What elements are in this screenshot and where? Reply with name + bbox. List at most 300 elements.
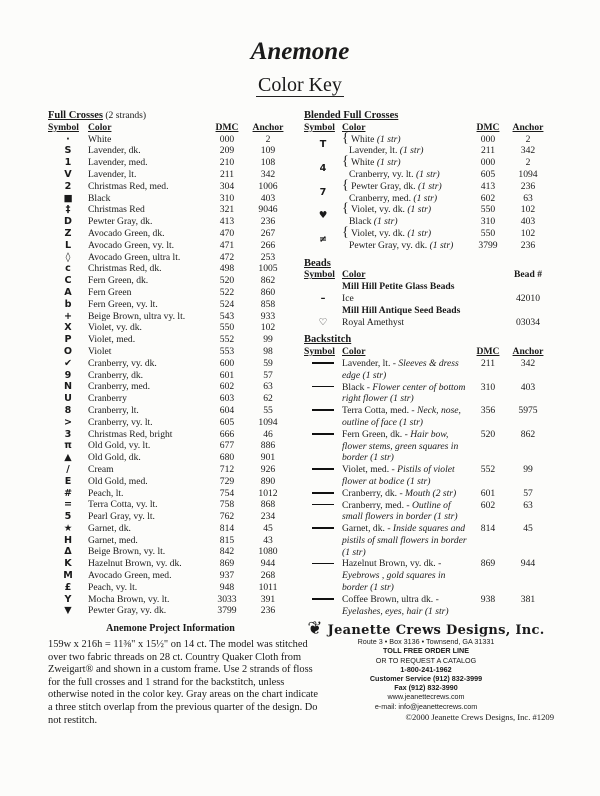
- dmc-number: 000: [480, 133, 496, 145]
- backstitch-line-icon: [304, 488, 342, 500]
- color-label: Cranberry, med.: [342, 499, 404, 511]
- color-name: [342, 193, 470, 205]
- table-row: [304, 204, 550, 216]
- anchor-number: 62: [263, 393, 273, 405]
- usage-note: - Mouth (2 str): [399, 487, 457, 499]
- anchor-number: 858: [260, 298, 276, 310]
- dmc-number: 604: [219, 404, 235, 416]
- anchor-number: 1011: [258, 581, 278, 593]
- page-title: Anemone: [250, 38, 350, 65]
- color-label: Violet, vy. dk.: [350, 204, 405, 216]
- dmc-number: 677: [219, 440, 235, 452]
- dmc-number: 600: [219, 357, 235, 369]
- dmc-number: 553: [219, 345, 235, 357]
- dmc-number: 470: [219, 227, 235, 239]
- stitch-symbol: 1: [64, 157, 72, 169]
- page-subtitle: [0, 74, 600, 97]
- dmc-number: 310: [219, 192, 235, 204]
- color-name: [342, 145, 470, 157]
- brace-icon: {: [342, 130, 349, 146]
- dmc-number: 520: [480, 428, 496, 440]
- col-dmc: DMC: [476, 346, 500, 358]
- anchor-number: 1012: [258, 487, 278, 499]
- color-name: Fern Green: [88, 286, 132, 298]
- stitch-symbol: ■: [63, 192, 73, 204]
- copyright: ©2000 Jeanette Crews Designs, Inc. #1209: [405, 711, 554, 722]
- email[interactable]: e-mail: info@jeanettecrews.com: [374, 701, 478, 711]
- table-row: [48, 476, 290, 488]
- dmc-number: 356: [480, 405, 496, 417]
- table-row: [304, 358, 550, 382]
- dmc-number: 472: [219, 251, 235, 263]
- table-row: [48, 488, 290, 500]
- color-name: Lavender, dk.: [88, 145, 141, 157]
- color-name: [342, 224, 470, 240]
- flower-logo-icon: ❦: [307, 618, 323, 640]
- anchor-number: 57: [523, 487, 533, 499]
- table-row: [48, 405, 290, 417]
- anchor-number: 109: [260, 145, 276, 157]
- backstitch-table: [304, 346, 550, 617]
- color-name: Christmas Red, dk.: [88, 263, 162, 275]
- anchor-number: 55: [263, 404, 273, 416]
- stitch-symbol: L: [64, 239, 72, 251]
- dmc-number: 602: [219, 381, 235, 393]
- col-color: Color: [88, 121, 112, 133]
- table-row: [48, 145, 290, 157]
- col-symbol: Symbol: [304, 121, 335, 133]
- stitch-symbol: ·: [66, 133, 70, 145]
- color-name: Old Gold, dk.: [88, 452, 141, 464]
- project-info-text: 159w x 216h = 11⅜" x 15½" on 14 ct. The model was stitched over two fabric threads on 28 ct. Country Quaker Cloth from Zweigart® and shown in a custom frame. Use 2 strands of floss for the full crosses and 1 strand for the backstitch, unless otherwise noted in the color key. Gray areas on the chart indicate a three stitch overlap from the previous quarter of the design. Do not restitch.: [48, 639, 318, 726]
- color-name: Avocado Green, ultra lt.: [88, 251, 181, 263]
- color-name: [342, 358, 470, 382]
- table-row: [48, 452, 290, 464]
- stitch-symbol: N: [63, 381, 73, 393]
- color-label: Pewter Gray, dk.: [351, 180, 416, 192]
- stitch-symbol: ✔: [63, 357, 73, 369]
- dmc-number: 210: [219, 157, 235, 169]
- company-block: [298, 618, 554, 722]
- anchor-number: 99: [523, 464, 533, 476]
- table-row: [48, 287, 290, 299]
- anchor-number: 63: [523, 192, 533, 204]
- anchor-number: 886: [260, 440, 276, 452]
- table-row: [48, 558, 290, 570]
- backstitch-line-icon: [304, 464, 342, 488]
- color-label: Cranberry, med.: [349, 192, 411, 204]
- stitch-symbol: 8: [64, 404, 72, 416]
- stitch-symbol: 5: [64, 511, 72, 523]
- bead-group-row: [304, 305, 550, 317]
- anchor-number: 236: [260, 605, 276, 617]
- dmc-number: 603: [219, 393, 235, 405]
- dmc-number: 948: [219, 581, 235, 593]
- color-name: [342, 405, 470, 429]
- stitch-symbol: ◊: [65, 251, 71, 263]
- dmc-number: 413: [219, 216, 235, 228]
- stitch-symbol: ▲: [64, 452, 72, 464]
- full-crosses-header-row: [48, 122, 290, 134]
- dmc-number: 520: [219, 275, 235, 287]
- dmc-number: 471: [219, 239, 235, 251]
- anchor-number: 342: [520, 145, 536, 157]
- color-name: White: [88, 133, 112, 145]
- col-color: Color: [342, 269, 366, 281]
- dmc-number: 3033: [217, 593, 237, 605]
- anchor-number: 403: [520, 216, 536, 228]
- col-anchor: Anchor: [252, 121, 284, 133]
- color-name: Lavender, lt.: [88, 168, 137, 180]
- bead-group-1: Mill Hill Petite Glass Beads: [342, 281, 455, 293]
- dmc-number: 754: [219, 487, 235, 499]
- dmc-number: 815: [219, 534, 235, 546]
- anchor-number: 901: [260, 452, 276, 464]
- website[interactable]: www.jeanettecrews.com: [387, 692, 465, 702]
- dmc-number: 729: [219, 475, 235, 487]
- table-row: [304, 558, 550, 593]
- anchor-number: 403: [520, 381, 536, 393]
- table-row: [48, 582, 290, 594]
- anchor-number: 43: [263, 534, 273, 546]
- dmc-number: 937: [219, 570, 235, 582]
- anchor-number: 102: [260, 322, 276, 334]
- color-label: Fern Green, dk.: [342, 428, 403, 440]
- color-name: Garnet, dk.: [88, 522, 131, 534]
- table-row: [48, 240, 290, 252]
- color-name: [342, 464, 470, 488]
- table-row: [304, 181, 550, 193]
- color-label: Garnet, dk.: [342, 523, 385, 535]
- usage-note: - Sleeves & dress edge (1 str): [342, 357, 459, 381]
- anchor-number: 403: [260, 192, 276, 204]
- color-label: Coffee Brown, ultra dk.: [342, 593, 434, 605]
- anchor-number: 99: [263, 334, 273, 346]
- color-label: Black: [342, 381, 365, 393]
- bead-number: 42010: [516, 292, 540, 304]
- usage-note: - Hair bow, flower stems, green squares in border (1 str): [342, 428, 459, 464]
- anchor-number: 63: [523, 499, 533, 511]
- color-label: Cranberry, dk.: [342, 487, 398, 499]
- bead-group-2: Mill Hill Antique Seed Beads: [342, 304, 461, 316]
- table-row: [304, 429, 550, 464]
- table-row: [48, 216, 290, 228]
- anchor-number: 944: [520, 558, 536, 570]
- stitch-symbol: H: [63, 534, 73, 546]
- color-name: Peach, lt.: [88, 487, 124, 499]
- col-anchor: Anchor: [512, 346, 544, 358]
- col-symbol: Symbol: [304, 269, 335, 281]
- stitch-symbol: Z: [64, 227, 72, 239]
- color-name: Cream: [88, 463, 114, 475]
- color-name: Terra Cotta, vy. lt.: [88, 499, 158, 511]
- table-row: [48, 299, 290, 311]
- toll-line-2: OR TO REQUEST A CATALOG: [375, 655, 477, 665]
- col-symbol: Symbol: [48, 121, 79, 133]
- stitch-symbol: T: [319, 139, 327, 151]
- anchor-number: 5975: [518, 405, 538, 417]
- color-label: Violet, vy. dk.: [350, 227, 405, 239]
- anchor-number: 868: [260, 499, 276, 511]
- backstitch-line-icon: [304, 358, 342, 382]
- color-label: Violet, med.: [342, 464, 390, 476]
- dmc-number: 762: [219, 511, 235, 523]
- dmc-number: 869: [219, 558, 235, 570]
- dmc-number: 552: [219, 334, 235, 346]
- backstitch-header-row: [304, 346, 550, 358]
- table-row: [48, 594, 290, 606]
- table-row: [48, 499, 290, 511]
- anchor-number: 236: [260, 216, 276, 228]
- stitch-symbol: c: [65, 263, 71, 275]
- dmc-number: 602: [480, 499, 496, 511]
- anchor-number: 933: [260, 310, 276, 322]
- dmc-number: 938: [480, 593, 496, 605]
- table-row: [48, 181, 290, 193]
- anchor-number: 2: [525, 157, 531, 169]
- dmc-number: 680: [219, 452, 235, 464]
- stitch-symbol: 3: [64, 428, 72, 440]
- backstitch-line-icon: [304, 558, 342, 593]
- stitch-symbol: #: [63, 487, 73, 499]
- color-name: Cranberry: [88, 393, 127, 405]
- stitch-symbol: K: [64, 558, 72, 570]
- dmc-number: 321: [219, 204, 235, 216]
- strand-note: (1 str): [413, 192, 438, 204]
- anchor-number: 46: [263, 428, 273, 440]
- color-name: Violet: [88, 345, 112, 357]
- full-crosses-table: [48, 122, 290, 617]
- anchor-number: 9046: [258, 204, 278, 216]
- backstitch-line-icon: [304, 523, 342, 558]
- stitch-symbol: b: [64, 298, 72, 310]
- usage-note: - Eyelashes, eyes, hair (1 str): [342, 593, 449, 617]
- color-label: White: [350, 157, 375, 169]
- table-row: [304, 134, 550, 146]
- table-row: [48, 464, 290, 476]
- color-name: Old Gold, med.: [88, 475, 148, 487]
- stitch-symbol: £: [64, 581, 72, 593]
- color-name: [342, 382, 470, 406]
- backstitch-line-icon: [304, 382, 342, 406]
- color-name: Cranberry, dk.: [88, 369, 144, 381]
- anchor-number: 2: [525, 133, 531, 145]
- stitch-symbol: Δ: [64, 546, 72, 558]
- anchor-number: 102: [520, 227, 536, 239]
- usage-note: - Inside squares and pistils of small flowers in border (1 str): [342, 523, 467, 558]
- color-name: [342, 130, 470, 146]
- color-label: Lavender, lt.: [342, 357, 391, 369]
- anchor-number: 926: [260, 463, 276, 475]
- project-info-heading: Anemone Project Information: [106, 623, 235, 635]
- table-row: [48, 429, 290, 441]
- backstitch-line-icon: [304, 500, 342, 524]
- anchor-number: 45: [523, 523, 533, 535]
- dmc-number: 552: [480, 464, 496, 476]
- color-name: [342, 154, 470, 170]
- dmc-number: 310: [480, 216, 496, 228]
- backstitch-line-icon: [304, 429, 342, 464]
- color-name: Christmas Red: [88, 204, 145, 216]
- dmc-number: 605: [480, 168, 496, 180]
- strand-note: (1 str): [376, 133, 401, 145]
- right-column: [304, 110, 554, 722]
- brace-icon: {: [342, 177, 349, 193]
- anchor-number: 57: [263, 369, 273, 381]
- color-name: Hazelnut Brown, vy. dk.: [88, 558, 182, 570]
- dmc-number: 211: [480, 145, 496, 157]
- stitch-symbol: ≠: [318, 233, 328, 245]
- strand-note: (1 str): [429, 239, 454, 251]
- anchor-number: 236: [520, 180, 536, 192]
- table-row: [48, 370, 290, 382]
- brace-icon: {: [342, 154, 349, 170]
- col-color: Color: [342, 121, 366, 133]
- color-name: Black: [88, 192, 111, 204]
- table-row: [48, 322, 290, 334]
- anchor-number: 860: [260, 286, 276, 298]
- anchor-number: 391: [260, 593, 276, 605]
- color-name: Cranberry, lt.: [88, 404, 139, 416]
- bead-color: Ice: [342, 292, 354, 304]
- table-row: [48, 311, 290, 323]
- full-crosses-heading: Full Crosses: [48, 110, 103, 121]
- strand-note: (1 str): [415, 168, 440, 180]
- color-name: [342, 240, 470, 252]
- anchor-number: 108: [260, 157, 276, 169]
- stitch-symbol: /: [66, 463, 70, 475]
- color-label: White: [350, 133, 375, 145]
- blended-header-row: [304, 122, 550, 134]
- anchor-number: 1080: [258, 546, 278, 558]
- usage-note: - Outline of small flowers in border (1 str): [342, 499, 458, 523]
- stitch-symbol: ▼: [64, 605, 72, 617]
- color-name: Violet, vy. dk.: [88, 322, 142, 334]
- table-row: [304, 500, 550, 524]
- table-row: [48, 440, 290, 452]
- color-label: Pewter Gray, vy. dk.: [349, 239, 428, 251]
- dmc-number: 413: [480, 180, 496, 192]
- customer-service: Customer Service (912) 832-3999: [369, 674, 483, 684]
- full-crosses-strands: (2 strands): [105, 110, 147, 121]
- color-label: Hazelnut Brown, vy. dk.: [342, 558, 436, 570]
- strand-note: (1 str): [399, 145, 424, 157]
- blended-heading: Blended Full Crosses: [304, 110, 399, 121]
- table-row: [48, 134, 290, 146]
- bead-symbol: –: [320, 292, 326, 304]
- color-name: [342, 523, 470, 558]
- dmc-number: 211: [219, 168, 235, 180]
- color-label: Black: [349, 216, 372, 228]
- dmc-number: 3799: [478, 239, 498, 251]
- dmc-number: 550: [480, 227, 496, 239]
- stitch-symbol: S: [64, 145, 72, 157]
- blended-table: [304, 122, 550, 252]
- anchor-number: 45: [263, 522, 273, 534]
- dmc-number: 601: [219, 369, 235, 381]
- stitch-symbol: ★: [63, 522, 73, 534]
- stitch-symbol: O: [63, 345, 73, 357]
- strand-note: (1 str): [376, 157, 401, 169]
- table-row: [304, 382, 550, 406]
- table-row: [48, 358, 290, 370]
- color-name: Avocado Green, med.: [88, 570, 172, 582]
- stitch-symbol: 9: [64, 369, 72, 381]
- dmc-number: 000: [480, 157, 496, 169]
- table-row: [48, 275, 290, 287]
- table-row: [304, 594, 550, 618]
- anchor-number: 890: [260, 475, 276, 487]
- stitch-symbol: >: [63, 416, 73, 428]
- dmc-number: 211: [480, 357, 496, 369]
- table-row: [48, 393, 290, 405]
- brace-icon: {: [342, 201, 349, 217]
- stitch-symbol: U: [64, 393, 72, 405]
- color-name: Beige Brown, ultra vy. lt.: [88, 310, 186, 322]
- company-address: Route 3 • Box 3136 • Townsend, GA 31331: [357, 637, 495, 647]
- col-dmc: DMC: [476, 121, 500, 133]
- anchor-number: 944: [260, 558, 276, 570]
- dmc-number: 601: [480, 487, 496, 499]
- stitch-symbol: M: [63, 570, 73, 582]
- strand-note: (1 str): [373, 216, 398, 228]
- color-name: [342, 216, 470, 228]
- table-row: [48, 346, 290, 358]
- beads-heading: Beads: [304, 257, 331, 269]
- table-row: [304, 293, 550, 305]
- color-label: Terra Cotta, med.: [342, 405, 409, 417]
- anchor-number: 236: [520, 239, 536, 251]
- stitch-symbol: A: [64, 286, 72, 298]
- color-name: [342, 594, 470, 618]
- strand-note: (1 str): [417, 180, 442, 192]
- dmc-number: 666: [219, 428, 235, 440]
- anchor-number: 268: [260, 570, 276, 582]
- anchor-number: 267: [260, 227, 276, 239]
- stitch-symbol: =: [63, 499, 73, 511]
- backstitch-line-icon: [304, 594, 342, 618]
- color-name: Violet, med.: [88, 334, 136, 346]
- beads-table: [304, 269, 550, 328]
- dmc-number: 209: [219, 145, 235, 157]
- dmc-number: 758: [219, 499, 235, 511]
- table-row: [48, 523, 290, 535]
- anchor-number: 98: [263, 345, 273, 357]
- stitch-symbol: 2: [64, 180, 72, 192]
- color-label: Lavender, lt.: [349, 145, 398, 157]
- usage-note: - Pistils of violet flower at bodice (1 str): [342, 464, 455, 487]
- anchor-number: 253: [260, 251, 276, 263]
- dmc-number: 543: [219, 310, 235, 322]
- phone: 1-800-241-1962: [400, 664, 452, 674]
- table-row: [304, 488, 550, 500]
- color-name: [342, 169, 470, 181]
- dmc-number: 000: [219, 133, 235, 145]
- color-name: [342, 177, 470, 193]
- dmc-number: 814: [219, 522, 235, 534]
- stitch-symbol: ‡: [65, 204, 71, 216]
- stitch-symbol: 7: [319, 186, 327, 198]
- bead-group-row: [304, 281, 550, 293]
- anchor-number: 234: [260, 511, 276, 523]
- anchor-number: 342: [260, 168, 276, 180]
- stitch-symbol: D: [64, 216, 72, 228]
- table-row: [304, 317, 550, 329]
- table-row: [48, 546, 290, 558]
- dmc-number: 304: [219, 180, 235, 192]
- stitch-symbol: Y: [64, 593, 72, 605]
- backstitch-heading: Backstitch: [304, 334, 352, 346]
